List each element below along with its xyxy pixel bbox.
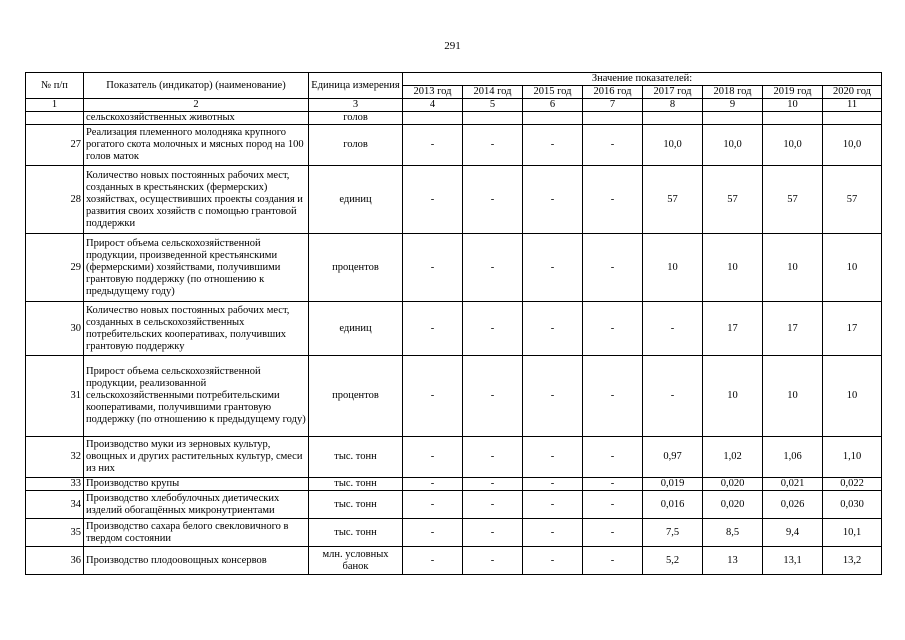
row-value: 10: [823, 234, 882, 302]
column-number: 1: [26, 99, 84, 112]
row-value: -: [583, 234, 643, 302]
row-value: [823, 112, 882, 125]
row-value: -: [643, 356, 703, 437]
row-value: 57: [763, 166, 823, 234]
row-value: -: [583, 491, 643, 519]
header-year: 2015 год: [523, 86, 583, 99]
row-value: -: [523, 437, 583, 478]
row-value: -: [403, 478, 463, 491]
row-indicator: Прирост объема сельскохозяйственной продукции, произведенной крестьянскими (фермерскими) хозяйствами, получившими грантовую поддержку (по отношению к предыдущему году): [84, 234, 309, 302]
row-indicator: Количество новых постоянных рабочих мест, созданных в сельскохозяйственных потребительских кооперативах, получивших грантовую поддержку: [84, 302, 309, 356]
row-number: [26, 112, 84, 125]
row-value: -: [523, 166, 583, 234]
table-row: [26, 491, 882, 519]
row-value: 0,016: [643, 491, 703, 519]
row-value: -: [523, 491, 583, 519]
row-indicator: Производство сахара белого свекловичного в твердом состоянии: [84, 519, 309, 547]
row-value: -: [403, 519, 463, 547]
row-value: 8,5: [703, 519, 763, 547]
row-value: -: [463, 491, 523, 519]
column-number: 5: [463, 99, 523, 112]
column-number: 8: [643, 99, 703, 112]
row-unit: тыс. тонн: [309, 519, 403, 547]
row-value: 10: [643, 234, 703, 302]
row-value: -: [403, 125, 463, 166]
row-value: 10,0: [763, 125, 823, 166]
row-value: -: [403, 547, 463, 575]
row-value: -: [523, 478, 583, 491]
row-unit: тыс. тонн: [309, 437, 403, 478]
row-unit: процентов: [309, 356, 403, 437]
row-value: [403, 112, 463, 125]
header-year: 2019 год: [763, 86, 823, 99]
table-row: [26, 302, 882, 356]
row-value: 10: [823, 356, 882, 437]
row-value: -: [403, 234, 463, 302]
column-number: 4: [403, 99, 463, 112]
row-number: 34: [26, 491, 84, 519]
row-value: 10,0: [823, 125, 882, 166]
row-value: -: [583, 166, 643, 234]
header-year: 2017 год: [643, 86, 703, 99]
row-value: 0,020: [703, 491, 763, 519]
row-value: -: [523, 125, 583, 166]
row-indicator: сельскохозяйственных животных: [84, 112, 309, 125]
row-value: -: [643, 302, 703, 356]
table-row: [26, 519, 882, 547]
header-year: 2014 год: [463, 86, 523, 99]
row-indicator: Производство плодоовощных консервов: [84, 547, 309, 575]
row-value: -: [523, 302, 583, 356]
row-indicator: Производство муки из зерновых культур, овощных и других растительных культур, смеси из них: [84, 437, 309, 478]
row-value: -: [583, 302, 643, 356]
row-value: 0,019: [643, 478, 703, 491]
row-value: 17: [763, 302, 823, 356]
column-number: 9: [703, 99, 763, 112]
row-value: [643, 112, 703, 125]
row-number: 29: [26, 234, 84, 302]
row-unit: тыс. тонн: [309, 491, 403, 519]
row-value: 10,0: [703, 125, 763, 166]
row-unit: процентов: [309, 234, 403, 302]
page-number: 291: [444, 40, 461, 52]
row-value: -: [583, 356, 643, 437]
row-value: -: [403, 437, 463, 478]
row-indicator: Производство крупы: [84, 478, 309, 491]
row-value: [703, 112, 763, 125]
row-unit: голов: [309, 125, 403, 166]
row-value: [763, 112, 823, 125]
row-unit: единиц: [309, 302, 403, 356]
header-year: 2013 год: [403, 86, 463, 99]
row-value: 9,4: [763, 519, 823, 547]
header-year: 2020 год: [823, 86, 882, 99]
table-row: [26, 437, 882, 478]
row-number: 35: [26, 519, 84, 547]
row-value: 0,97: [643, 437, 703, 478]
column-number: 10: [763, 99, 823, 112]
row-value: -: [463, 234, 523, 302]
row-value: 13,2: [823, 547, 882, 575]
row-number: 27: [26, 125, 84, 166]
row-value: -: [463, 519, 523, 547]
table-row: [26, 356, 882, 437]
header-indicator: Показатель (индикатор) (наименование): [84, 73, 309, 99]
row-indicator: Количество новых постоянных рабочих мест, созданных в крестьянских (фермерских) хозяйствах, осуществивших проекты создания и развития своих хозяйств с помощью грантовой поддержки: [84, 166, 309, 234]
row-value: -: [463, 547, 523, 575]
row-value: 5,2: [643, 547, 703, 575]
row-number: 30: [26, 302, 84, 356]
row-number: 32: [26, 437, 84, 478]
header-unit: Единица измерения: [309, 73, 403, 99]
row-value: 1,06: [763, 437, 823, 478]
row-indicator: Прирост объема сельскохозяйственной продукции, реализованной сельскохозяйственными потребительскими кооперативами, получившими грантовую поддержку (по отношению к предыдущему году): [84, 356, 309, 437]
row-value: -: [523, 356, 583, 437]
column-number: 7: [583, 99, 643, 112]
row-value: 57: [703, 166, 763, 234]
row-value: -: [583, 519, 643, 547]
row-value: -: [463, 478, 523, 491]
header-year: 2018 год: [703, 86, 763, 99]
row-value: 10: [763, 356, 823, 437]
row-unit: тыс. тонн: [309, 478, 403, 491]
row-value: -: [523, 547, 583, 575]
row-value: 0,022: [823, 478, 882, 491]
row-value: 1,10: [823, 437, 882, 478]
row-value: 0,020: [703, 478, 763, 491]
table-row: [26, 112, 882, 125]
row-value: -: [583, 437, 643, 478]
header-year: 2016 год: [583, 86, 643, 99]
row-value: -: [403, 302, 463, 356]
row-value: 7,5: [643, 519, 703, 547]
row-value: -: [403, 166, 463, 234]
row-value: -: [583, 478, 643, 491]
row-value: 0,030: [823, 491, 882, 519]
row-number: 31: [26, 356, 84, 437]
row-number: 28: [26, 166, 84, 234]
column-number: 11: [823, 99, 882, 112]
row-value: 10: [703, 234, 763, 302]
row-value: -: [463, 125, 523, 166]
row-value: -: [403, 356, 463, 437]
row-value: 10,0: [643, 125, 703, 166]
row-value: 10,1: [823, 519, 882, 547]
row-value: -: [523, 519, 583, 547]
row-value: -: [463, 302, 523, 356]
row-value: 0,021: [763, 478, 823, 491]
table-row: [26, 478, 882, 491]
header-values: Значение показателей:: [403, 73, 882, 86]
row-number: 36: [26, 547, 84, 575]
row-value: -: [463, 356, 523, 437]
row-value: -: [403, 491, 463, 519]
row-indicator: Производство хлебобулочных диетических изделий обогащённых микронутриентами: [84, 491, 309, 519]
table-row: [26, 547, 882, 575]
column-number: 6: [523, 99, 583, 112]
table-row: [26, 125, 882, 166]
row-value: 10: [763, 234, 823, 302]
row-number: 33: [26, 478, 84, 491]
header-num: № п/п: [26, 73, 84, 99]
row-value: 0,026: [763, 491, 823, 519]
row-value: [583, 112, 643, 125]
row-value: 13,1: [763, 547, 823, 575]
row-value: -: [463, 166, 523, 234]
row-value: 57: [643, 166, 703, 234]
column-number: 3: [309, 99, 403, 112]
table-row: [26, 166, 882, 234]
row-value: 17: [703, 302, 763, 356]
row-value: -: [583, 547, 643, 575]
table-row: [26, 234, 882, 302]
row-value: 13: [703, 547, 763, 575]
row-value: 17: [823, 302, 882, 356]
column-number: 2: [84, 99, 309, 112]
row-value: -: [463, 437, 523, 478]
row-value: 1,02: [703, 437, 763, 478]
row-value: [463, 112, 523, 125]
row-value: 57: [823, 166, 882, 234]
row-unit: единиц: [309, 166, 403, 234]
row-indicator: Реализация племенного молодняка крупного рогатого скота молочных и мясных пород на 100 голов маток: [84, 125, 309, 166]
row-value: 10: [703, 356, 763, 437]
indicators-table: [25, 72, 882, 575]
row-unit: голов: [309, 112, 403, 125]
row-value: -: [523, 234, 583, 302]
row-value: [523, 112, 583, 125]
row-value: -: [583, 125, 643, 166]
row-unit: млн. условных банок: [309, 547, 403, 575]
